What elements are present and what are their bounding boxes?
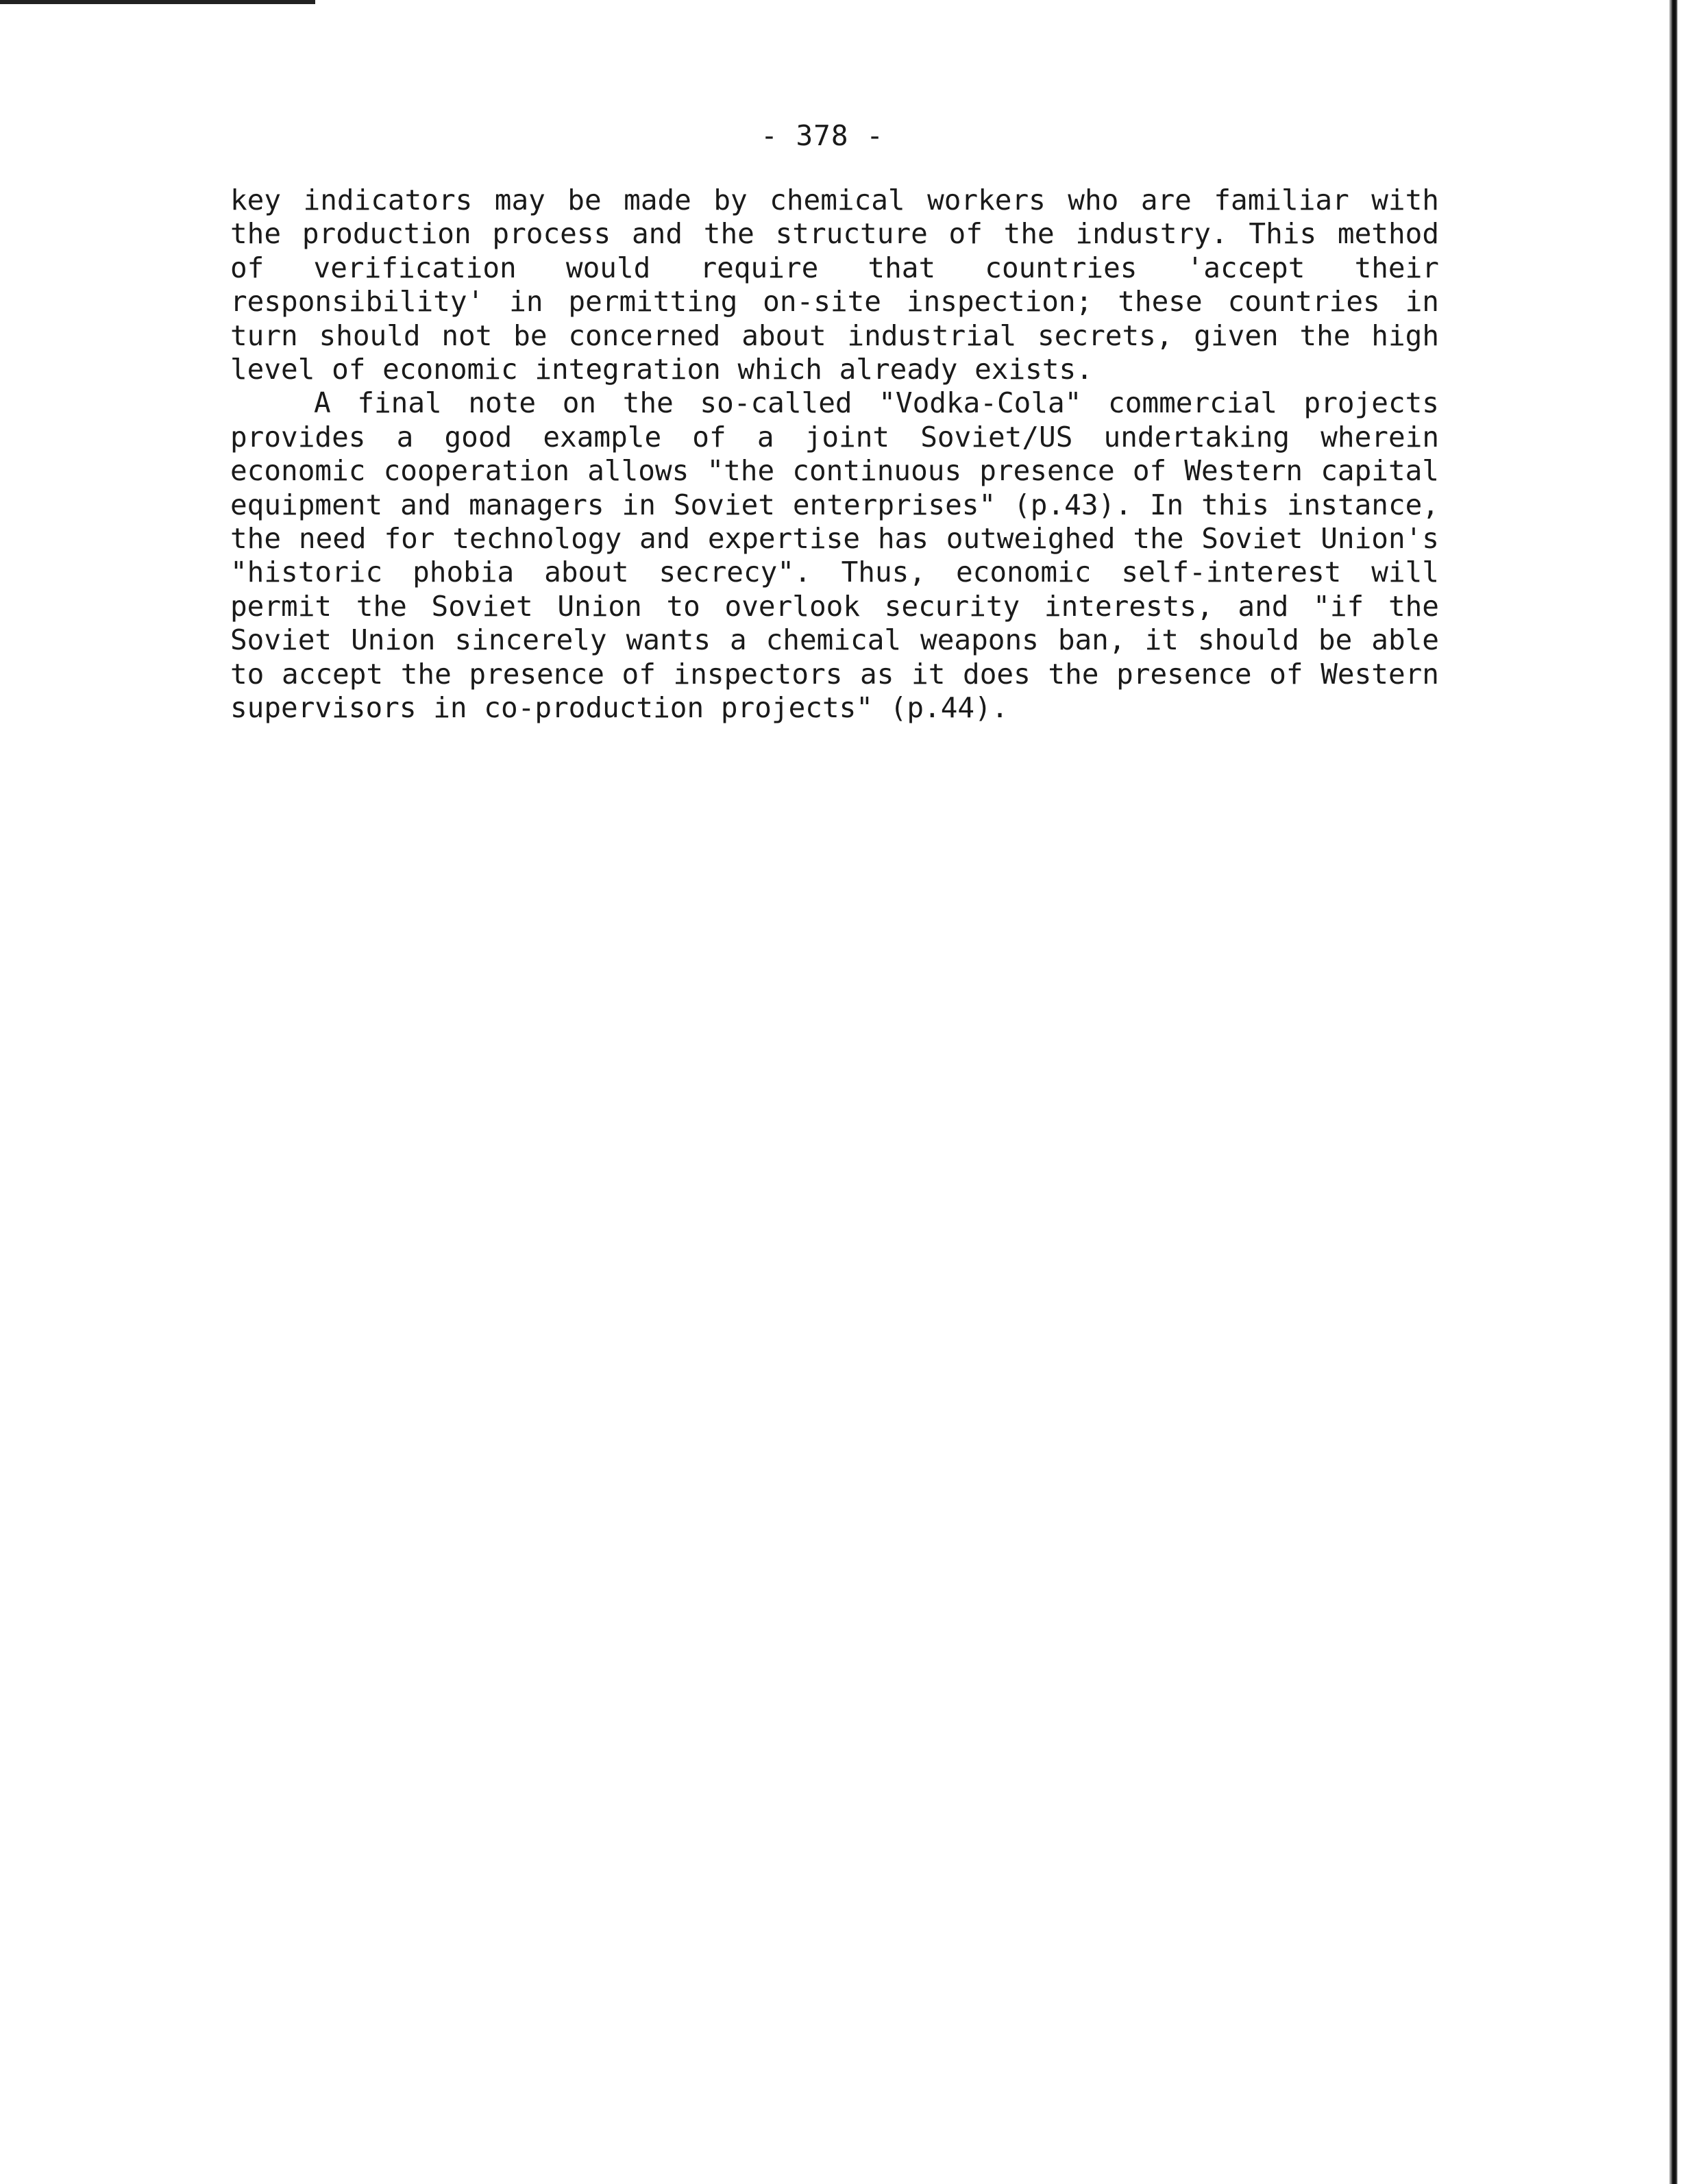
scan-right-edge — [1669, 0, 1678, 2184]
page-number: - 378 - — [761, 119, 884, 152]
paragraph-continuation: key indicators may be made by chemical workers who are familiar with the production process and the structure of the industry. This method of verification would require that countries 'accept their responsibility' in permitting on-site inspection; these countries in turn should not be concerned about industrial secrets, given the high level of economic integration which already exists. — [230, 184, 1439, 386]
scan-top-rule — [0, 0, 315, 4]
body-text — [230, 184, 1439, 725]
paragraph-vodka-cola: A final note on the so-called "Vodka-Cola" commercial projects provides a good example of a joint Soviet/US undertaking wherein economic cooperation allows "the continuous presence of Western capital equipment and managers in Soviet enterprises" (p.43). In this instance, the need for technology and expertise has outweighed the Soviet Union's "historic phobia about secrecy". Thus, economic self-interest will permit the Soviet Union to overlook security interests, and "if the Soviet Union sincerely wants a chemical weapons ban, it should be able to accept the presence of inspectors as it does the presence of Western supervisors in co-production projects" (p.44). — [230, 386, 1439, 725]
